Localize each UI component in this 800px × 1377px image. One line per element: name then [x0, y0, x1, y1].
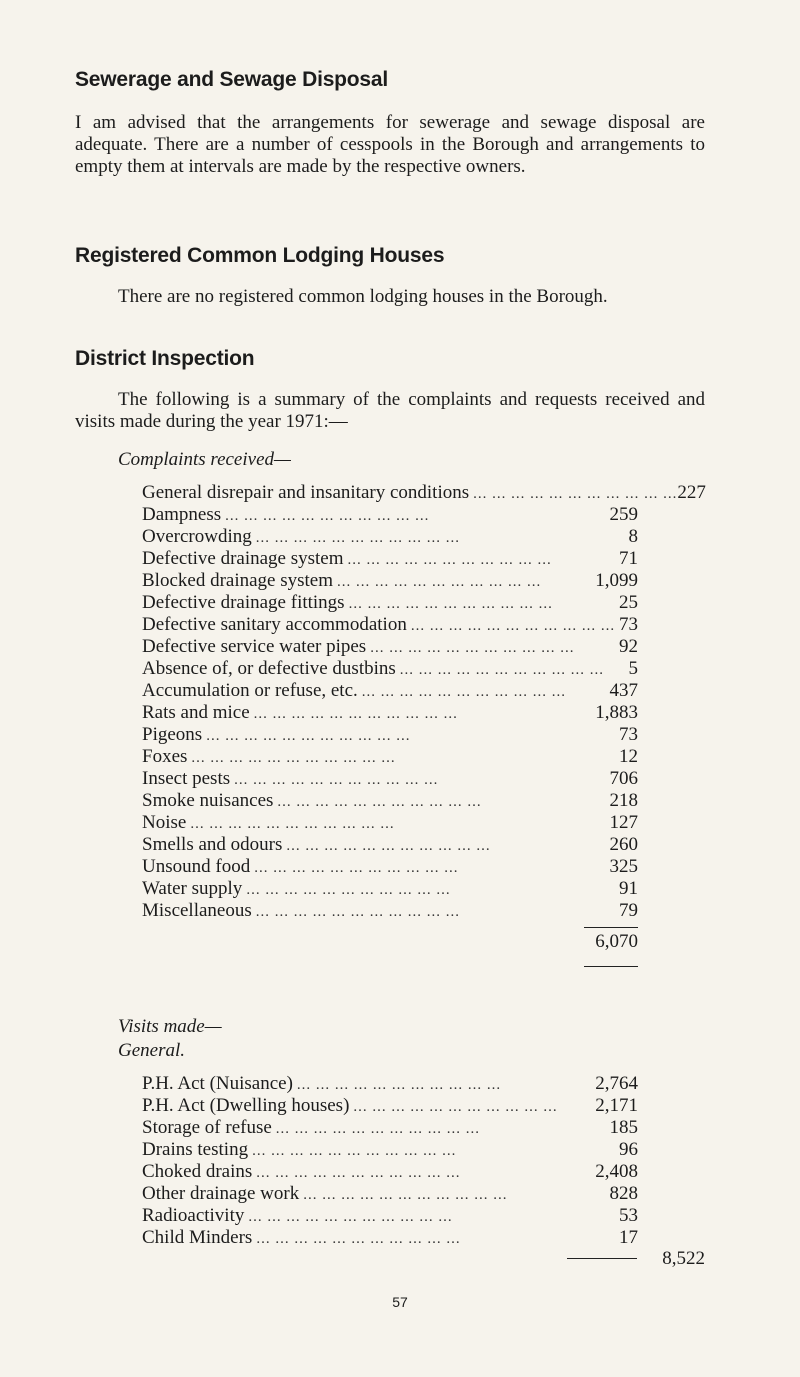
- item-label: Pigeons: [142, 724, 206, 746]
- list-item: [142, 724, 638, 746]
- item-label: Defective drainage system: [142, 548, 348, 570]
- list-item: [142, 1073, 638, 1095]
- item-value: 1,099: [595, 570, 638, 591]
- item-label: Defective drainage fittings: [142, 592, 349, 614]
- complaints-rule-bottom: [584, 966, 638, 967]
- page-number: 57: [392, 1294, 408, 1310]
- visits-total: 8,522: [662, 1248, 705, 1269]
- visits-heading: Visits made—: [118, 1016, 222, 1037]
- leader-dots: ... ... ... ... ... ... ... ... ... ... ...: [248, 1209, 453, 1225]
- leader-dots: ... ... ... ... ... ... ... ... ... ... ...: [234, 772, 439, 788]
- item-label: Storage of refuse: [142, 1117, 276, 1139]
- item-label: Choked drains: [142, 1161, 256, 1183]
- leader-dots: ... ... ... ... ... ... ... ... ... ... ...: [410, 618, 616, 634]
- list-item: [142, 1095, 638, 1117]
- item-value: 96: [619, 1139, 638, 1160]
- item-value: 25: [619, 592, 638, 613]
- list-item: [142, 658, 638, 680]
- leader-dots: ... ... ... ... ... ... ... ... ... ... ...: [296, 1077, 502, 1093]
- leader-dots: ... ... ... ... ... ... ... ... ... ... ...: [206, 728, 411, 744]
- list-item: [142, 1139, 638, 1161]
- item-label: P.H. Act (Nuisance): [142, 1073, 297, 1095]
- leader-dots: ... ... ... ... ... ... ... ... ... ... ...: [252, 1143, 457, 1159]
- leader-dots: ... ... ... ... ... ... ... ... ... ... ...: [277, 794, 482, 810]
- item-value: 1,883: [595, 702, 638, 723]
- leader-dots: ... ... ... ... ... ... ... ... ... ... ...: [361, 684, 567, 700]
- item-label: Foxes: [142, 746, 191, 768]
- item-value: 12: [619, 746, 638, 767]
- list-item: [142, 614, 638, 636]
- item-label: Defective service water pipes: [142, 636, 370, 658]
- item-value: 828: [609, 1183, 638, 1204]
- list-item: [142, 834, 638, 856]
- item-value: 259: [609, 504, 638, 525]
- item-label: Radioactivity: [142, 1205, 248, 1227]
- complaints-total: 6,070: [595, 931, 638, 952]
- item-label: Accumulation or refuse, etc.: [142, 680, 362, 702]
- item-value: 8: [628, 526, 638, 547]
- list-item: [142, 680, 638, 702]
- list-item: [142, 548, 638, 570]
- item-label: Unsound food: [142, 856, 254, 878]
- list-item: [142, 856, 638, 878]
- leader-dots: ... ... ... ... ... ... ... ... ... ... ...: [353, 1099, 558, 1115]
- item-value: 92: [619, 636, 638, 657]
- list-item: [142, 1161, 638, 1183]
- item-label: Overcrowding: [142, 526, 256, 548]
- item-label: P.H. Act (Dwelling houses): [142, 1095, 353, 1117]
- item-value: 2,764: [595, 1073, 638, 1094]
- item-value: 185: [609, 1117, 638, 1138]
- inspection-heading: District Inspection: [75, 347, 255, 370]
- leader-dots: ... ... ... ... ... ... ... ... ... ... ...: [399, 662, 605, 678]
- item-value: 325: [609, 856, 638, 877]
- item-value: 71: [619, 548, 638, 569]
- item-label: Smoke nuisances: [142, 790, 277, 812]
- item-label: Child Minders: [142, 1227, 256, 1249]
- list-item: [142, 1227, 638, 1249]
- leader-dots: ... ... ... ... ... ... ... ... ... ... ...: [255, 904, 461, 920]
- item-value: 53: [619, 1205, 638, 1226]
- list-item: [142, 526, 638, 548]
- list-item: [142, 1183, 638, 1205]
- item-value: 218: [609, 790, 638, 811]
- item-value: 91: [619, 878, 638, 899]
- leader-dots: ... ... ... ... ... ... ... ... ... ... ...: [275, 1121, 481, 1137]
- item-label: Insect pests: [142, 768, 234, 790]
- item-label: Rats and mice: [142, 702, 254, 724]
- leader-dots: ... ... ... ... ... ... ... ... ... ... ...: [246, 882, 451, 898]
- leader-dots: ... ... ... ... ... ... ... ... ... ... ...: [286, 838, 491, 854]
- item-label: Water supply: [142, 878, 246, 900]
- visits-list: [142, 1073, 638, 1249]
- leader-dots: ... ... ... ... ... ... ... ... ... ... ...: [473, 486, 678, 502]
- list-item: [142, 812, 638, 834]
- complaints-list: [142, 482, 706, 922]
- inspection-paragraph: The following is a summary of the complaints and requests received and visits made during the year 1971:—: [75, 389, 705, 432]
- list-item: [142, 1205, 638, 1227]
- list-item: [142, 570, 638, 592]
- visits-subheading: General.: [118, 1040, 186, 1061]
- list-item: [142, 636, 638, 658]
- list-item: [142, 504, 638, 526]
- lodging-paragraph: There are no registered common lodging houses in the Borough.: [118, 286, 608, 307]
- list-item: [142, 1117, 638, 1139]
- item-label: Noise: [142, 812, 190, 834]
- item-value: 2,171: [595, 1095, 638, 1116]
- list-item: [142, 702, 638, 724]
- list-item: [142, 878, 638, 900]
- item-label: General disrepair and insanitary conditions: [142, 482, 473, 504]
- item-value: 437: [609, 680, 638, 701]
- leader-dots: ... ... ... ... ... ... ... ... ... ... ...: [337, 574, 542, 590]
- sewerage-heading: Sewerage and Sewage Disposal: [75, 68, 389, 91]
- item-label: Smells and odours: [142, 834, 286, 856]
- leader-dots: ... ... ... ... ... ... ... ... ... ... ...: [225, 508, 430, 524]
- lodging-heading: Registered Common Lodging Houses: [75, 244, 445, 267]
- item-label: Defective sanitary accommodation: [142, 614, 411, 636]
- item-value: 79: [619, 900, 638, 921]
- leader-dots: ... ... ... ... ... ... ... ... ... ... ...: [256, 1165, 461, 1181]
- leader-dots: ... ... ... ... ... ... ... ... ... ... ...: [256, 1231, 461, 1247]
- leader-dots: ... ... ... ... ... ... ... ... ... ... ...: [254, 860, 459, 876]
- item-value: 73: [619, 724, 638, 745]
- item-label: Dampness: [142, 504, 225, 526]
- leader-dots: ... ... ... ... ... ... ... ... ... ... ...: [255, 530, 460, 546]
- list-item: [142, 482, 706, 504]
- item-value: 127: [609, 812, 638, 833]
- item-value: 5: [628, 658, 638, 679]
- item-label: Miscellaneous: [142, 900, 256, 922]
- list-item: [142, 900, 638, 922]
- list-item: [142, 746, 638, 768]
- list-item: [142, 790, 638, 812]
- item-value: 17: [619, 1227, 638, 1248]
- complaints-heading: Complaints received—: [118, 449, 291, 470]
- leader-dots: ... ... ... ... ... ... ... ... ... ... ...: [347, 552, 552, 568]
- leader-dots: ... ... ... ... ... ... ... ... ... ... ...: [303, 1187, 508, 1203]
- item-value: 260: [609, 834, 638, 855]
- item-value: 227: [677, 482, 706, 503]
- leader-dots: ... ... ... ... ... ... ... ... ... ... ...: [348, 596, 553, 612]
- leader-dots: ... ... ... ... ... ... ... ... ... ... ...: [370, 640, 575, 656]
- item-label: Other drainage work: [142, 1183, 303, 1205]
- list-item: [142, 768, 638, 790]
- sewerage-paragraph: I am advised that the arrangements for sewerage and sewage disposal are adequate. There are a number of cesspools in the Borough and arrangements to empty them at intervals are made by the respective owners.: [75, 112, 705, 177]
- leader-dots: ... ... ... ... ... ... ... ... ... ... ...: [191, 750, 396, 766]
- item-value: 706: [609, 768, 638, 789]
- item-label: Blocked drainage system: [142, 570, 337, 592]
- item-value: 2,408: [595, 1161, 638, 1182]
- item-label: Absence of, or defective dustbins: [142, 658, 400, 680]
- list-item: [142, 592, 638, 614]
- leader-dots: ... ... ... ... ... ... ... ... ... ... ...: [253, 706, 458, 722]
- item-label: Drains testing: [142, 1139, 252, 1161]
- complaints-rule-top: [584, 927, 638, 928]
- leader-dots: ... ... ... ... ... ... ... ... ... ... ...: [190, 816, 395, 832]
- item-value: 73: [619, 614, 638, 635]
